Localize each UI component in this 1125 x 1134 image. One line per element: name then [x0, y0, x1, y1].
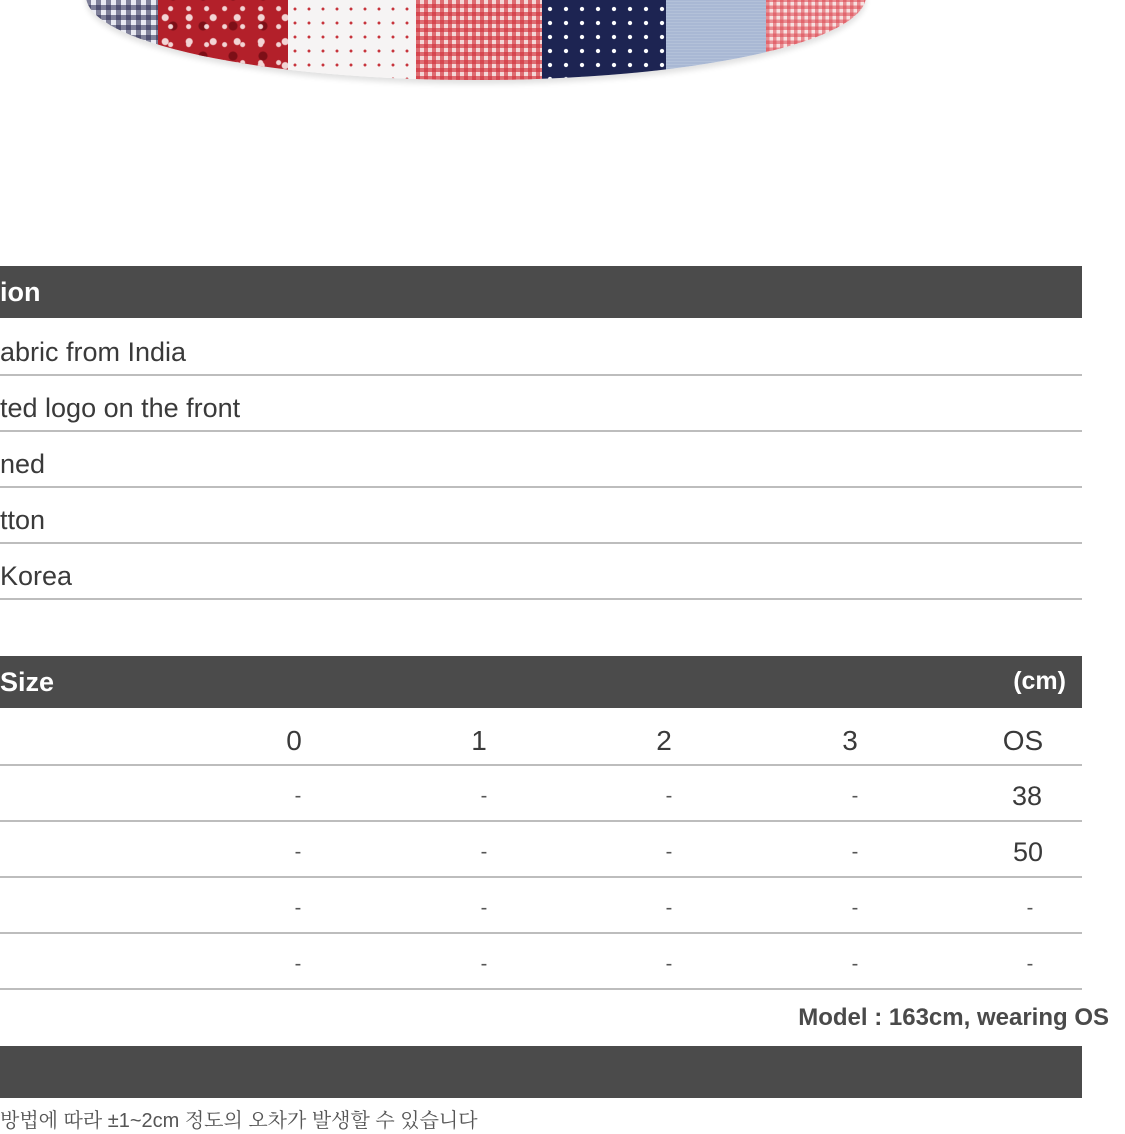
description-row	[0, 489, 1082, 544]
description-text: abric from India	[0, 337, 187, 367]
size-cell: -	[480, 897, 488, 919]
size-cell: -	[480, 953, 488, 975]
size-cell: -	[665, 897, 673, 919]
size-row	[0, 878, 1082, 934]
section-header-bar	[0, 1046, 1082, 1098]
size-cell: -	[665, 785, 673, 807]
size-header	[0, 656, 1082, 708]
description-text: tton	[0, 505, 46, 535]
size-column-header: 1	[471, 725, 487, 756]
product-image	[86, 0, 866, 80]
patch-stars	[542, 0, 666, 80]
size-cell: -	[851, 841, 859, 863]
size-column-header: 3	[842, 725, 858, 756]
size-unit: (cm)	[1013, 667, 1066, 695]
description-row	[0, 433, 1082, 488]
patch-paisley	[158, 0, 288, 80]
patch-chambray	[666, 0, 766, 80]
patch-dots	[288, 0, 416, 80]
size-cell: 50	[1012, 837, 1044, 867]
size-column-header-row	[0, 710, 1082, 766]
size-cell: -	[851, 897, 859, 919]
description-header	[0, 266, 1082, 318]
size-cell: -	[294, 785, 302, 807]
model-note: Model : 163cm, wearing OS	[798, 1004, 1109, 1031]
size-row	[0, 822, 1082, 878]
size-column-header: 2	[656, 725, 672, 756]
size-cell: 38	[1011, 781, 1043, 811]
description-row	[0, 545, 1082, 600]
patch-check	[766, 0, 866, 80]
description-row	[0, 321, 1082, 376]
size-cell: -	[294, 953, 302, 975]
size-cell: -	[294, 897, 302, 919]
size-row	[0, 766, 1082, 822]
size-cell: -	[294, 841, 302, 863]
size-row	[0, 934, 1082, 990]
description-row	[0, 377, 1082, 432]
size-cell: -	[665, 841, 673, 863]
size-column-header: OS	[1002, 725, 1044, 756]
size-cell: -	[851, 953, 859, 975]
description-text: ned	[0, 449, 46, 479]
size-column-header: 0	[286, 725, 302, 756]
description-text: Korea	[0, 561, 73, 591]
size-cell: -	[480, 785, 488, 807]
description-title: ion	[0, 277, 41, 307]
size-cell: -	[1026, 953, 1034, 975]
patch-red-check	[416, 0, 542, 80]
patch-gingham	[86, 0, 158, 80]
size-title: Size	[0, 667, 55, 697]
size-cell: -	[1026, 897, 1034, 919]
size-cell: -	[665, 953, 673, 975]
size-cell: -	[851, 785, 859, 807]
description-text: ted logo on the front	[0, 393, 241, 423]
size-cell: -	[480, 841, 488, 863]
measurement-footnote: 방법에 따라 ±1~2cm 정도의 오차가 발생할 수 있습니다	[0, 1110, 478, 1132]
